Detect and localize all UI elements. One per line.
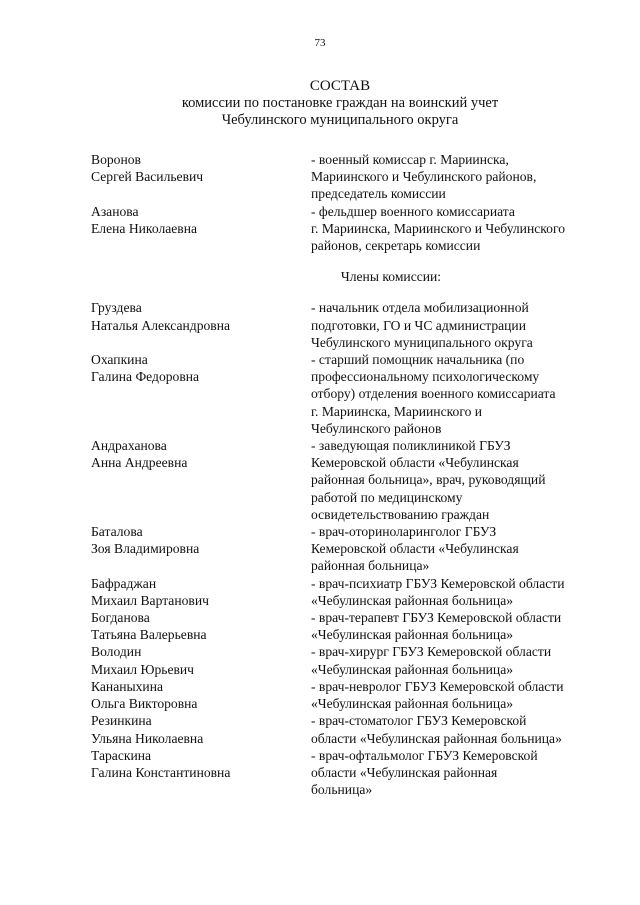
person-name (91, 643, 311, 677)
role-line: «Чебулинская районная больница» (311, 696, 514, 712)
person-given-names: Татьяна Валерьевна (91, 627, 207, 643)
person-given-names: Михаил Юрьевич (91, 661, 195, 677)
person-given-names: Наталья Александровна (91, 317, 231, 333)
person-name (91, 151, 311, 203)
person-entry (91, 678, 611, 712)
person-entry (91, 523, 611, 575)
role-line: Чебулинского муниципального округа (311, 334, 533, 350)
person-name (91, 712, 311, 746)
role-line: - врач-невролог ГБУЗ Кемеровской области (311, 678, 564, 694)
role-line: «Чебулинская районная больница» (311, 592, 514, 608)
person-entry (91, 351, 611, 437)
role-line: председатель комиссии (311, 186, 446, 202)
role-line: районов, секретарь комиссии (311, 238, 481, 254)
page-number: 73 (314, 37, 326, 49)
role-line: Кемеровской области «Чебулинская (311, 541, 519, 557)
person-surname: Володин (91, 644, 142, 660)
members-heading: Члены комиссии: (340, 269, 442, 285)
person-name (91, 437, 311, 523)
person-name (91, 609, 311, 643)
person-role (311, 523, 611, 575)
person-role (311, 678, 611, 712)
person-name (91, 523, 311, 575)
person-surname: Резинкина (91, 713, 152, 729)
person-given-names: Зоя Владимировна (91, 541, 200, 557)
person-given-names: Ульяна Николаевна (91, 730, 204, 746)
person-surname: Воронов (91, 152, 141, 167)
person-given-names: Михаил Вартанович (91, 592, 209, 608)
role-line: больница» (311, 782, 373, 798)
role-line: - старший помощник начальника (по (311, 352, 525, 368)
role-line: - военный комиссар г. Мариинска, (311, 152, 509, 167)
role-line: - врач-стоматолог ГБУЗ Кемеровской (311, 713, 527, 729)
person-entry (91, 299, 611, 351)
role-line: - врач-хирург ГБУЗ Кемеровской области (311, 644, 552, 660)
person-given-names: Галина Константиновна (91, 764, 231, 780)
role-line: «Чебулинская районная больница» (311, 627, 514, 643)
role-line: - заведующая поликлиникой ГБУЗ (311, 438, 511, 454)
title-line-1: СОСТАВ (309, 78, 371, 94)
role-line: профессиональному психологическому (311, 369, 540, 385)
members-list (91, 299, 611, 798)
person-entry (91, 575, 611, 609)
person-entry (91, 643, 611, 677)
role-line: Кемеровской области «Чебулинская (311, 455, 519, 471)
person-entry (91, 747, 611, 799)
role-line: работой по медицинскому (311, 489, 463, 505)
person-surname: Баталова (91, 524, 143, 540)
person-surname: Бафраджан (91, 575, 157, 591)
person-role (311, 747, 611, 799)
person-entry (91, 712, 611, 746)
person-role (311, 437, 611, 523)
person-surname: Андраханова (91, 438, 167, 454)
person-surname: Азанова (91, 203, 139, 219)
person-role (311, 203, 611, 255)
role-line: области «Чебулинская районная больница» (311, 730, 562, 746)
person-surname: Тараскина (91, 747, 152, 763)
person-role (311, 643, 611, 677)
role-line: г. Мариинска, Мариинского и Чебулинского (311, 220, 566, 236)
person-role (311, 712, 611, 746)
role-line: области «Чебулинская районная (311, 764, 498, 780)
person-surname: Богданова (91, 610, 150, 626)
person-given-names: Ольга Викторовна (91, 696, 198, 712)
role-line: отбору) отделения военного комиссариата (311, 386, 556, 402)
person-name (91, 203, 311, 255)
person-given-names: Сергей Васильевич (91, 169, 204, 185)
title-line-2: комиссии по постановке граждан на воинский учет (181, 95, 499, 111)
role-line: Мариинского и Чебулинского районов, (311, 169, 537, 185)
role-line: - врач-офтальмолог ГБУЗ Кемеровской (311, 747, 538, 763)
role-line: освидетельствованию граждан (311, 506, 490, 522)
role-line: районная больница», врач, руководящий (311, 472, 546, 488)
person-name (91, 351, 311, 437)
role-line: районная больница» (311, 558, 430, 574)
commission-roster (91, 151, 611, 798)
leaders-list (91, 151, 611, 254)
person-entry (91, 203, 611, 255)
person-entry (91, 609, 611, 643)
person-role (311, 299, 611, 351)
role-line: - врач-оториноларинголог ГБУЗ (311, 524, 497, 540)
person-name (91, 299, 311, 351)
role-line: г. Мариинска, Мариинского и (311, 403, 483, 419)
person-entry (91, 151, 611, 203)
person-name (91, 575, 311, 609)
role-line: - фельдшер военного комиссариата (311, 203, 515, 219)
person-surname: Охапкина (91, 352, 148, 368)
person-role (311, 609, 611, 643)
person-entry (91, 437, 611, 523)
person-surname: Груздева (91, 300, 142, 316)
person-name (91, 678, 311, 712)
title-line-3: Чебулинского муниципального округа (221, 112, 459, 128)
role-line: «Чебулинская районная больница» (311, 661, 514, 677)
person-role (311, 351, 611, 437)
role-line: - врач-терапевт ГБУЗ Кемеровской области (311, 610, 562, 626)
person-given-names: Елена Николаевна (91, 220, 198, 236)
role-line: Чебулинского районов (311, 420, 442, 436)
role-line: подготовки, ГО и ЧС администрации (311, 317, 526, 333)
person-given-names: Галина Федоровна (91, 369, 200, 385)
person-surname: Кананыхина (91, 678, 164, 694)
person-name (91, 747, 311, 799)
person-role (311, 575, 611, 609)
person-given-names: Анна Андреевна (91, 455, 188, 471)
document-title (0, 78, 640, 129)
role-line: - врач-психиатр ГБУЗ Кемеровской области (311, 575, 565, 591)
person-role (311, 151, 611, 203)
role-line: - начальник отдела мобилизационной (311, 300, 529, 316)
